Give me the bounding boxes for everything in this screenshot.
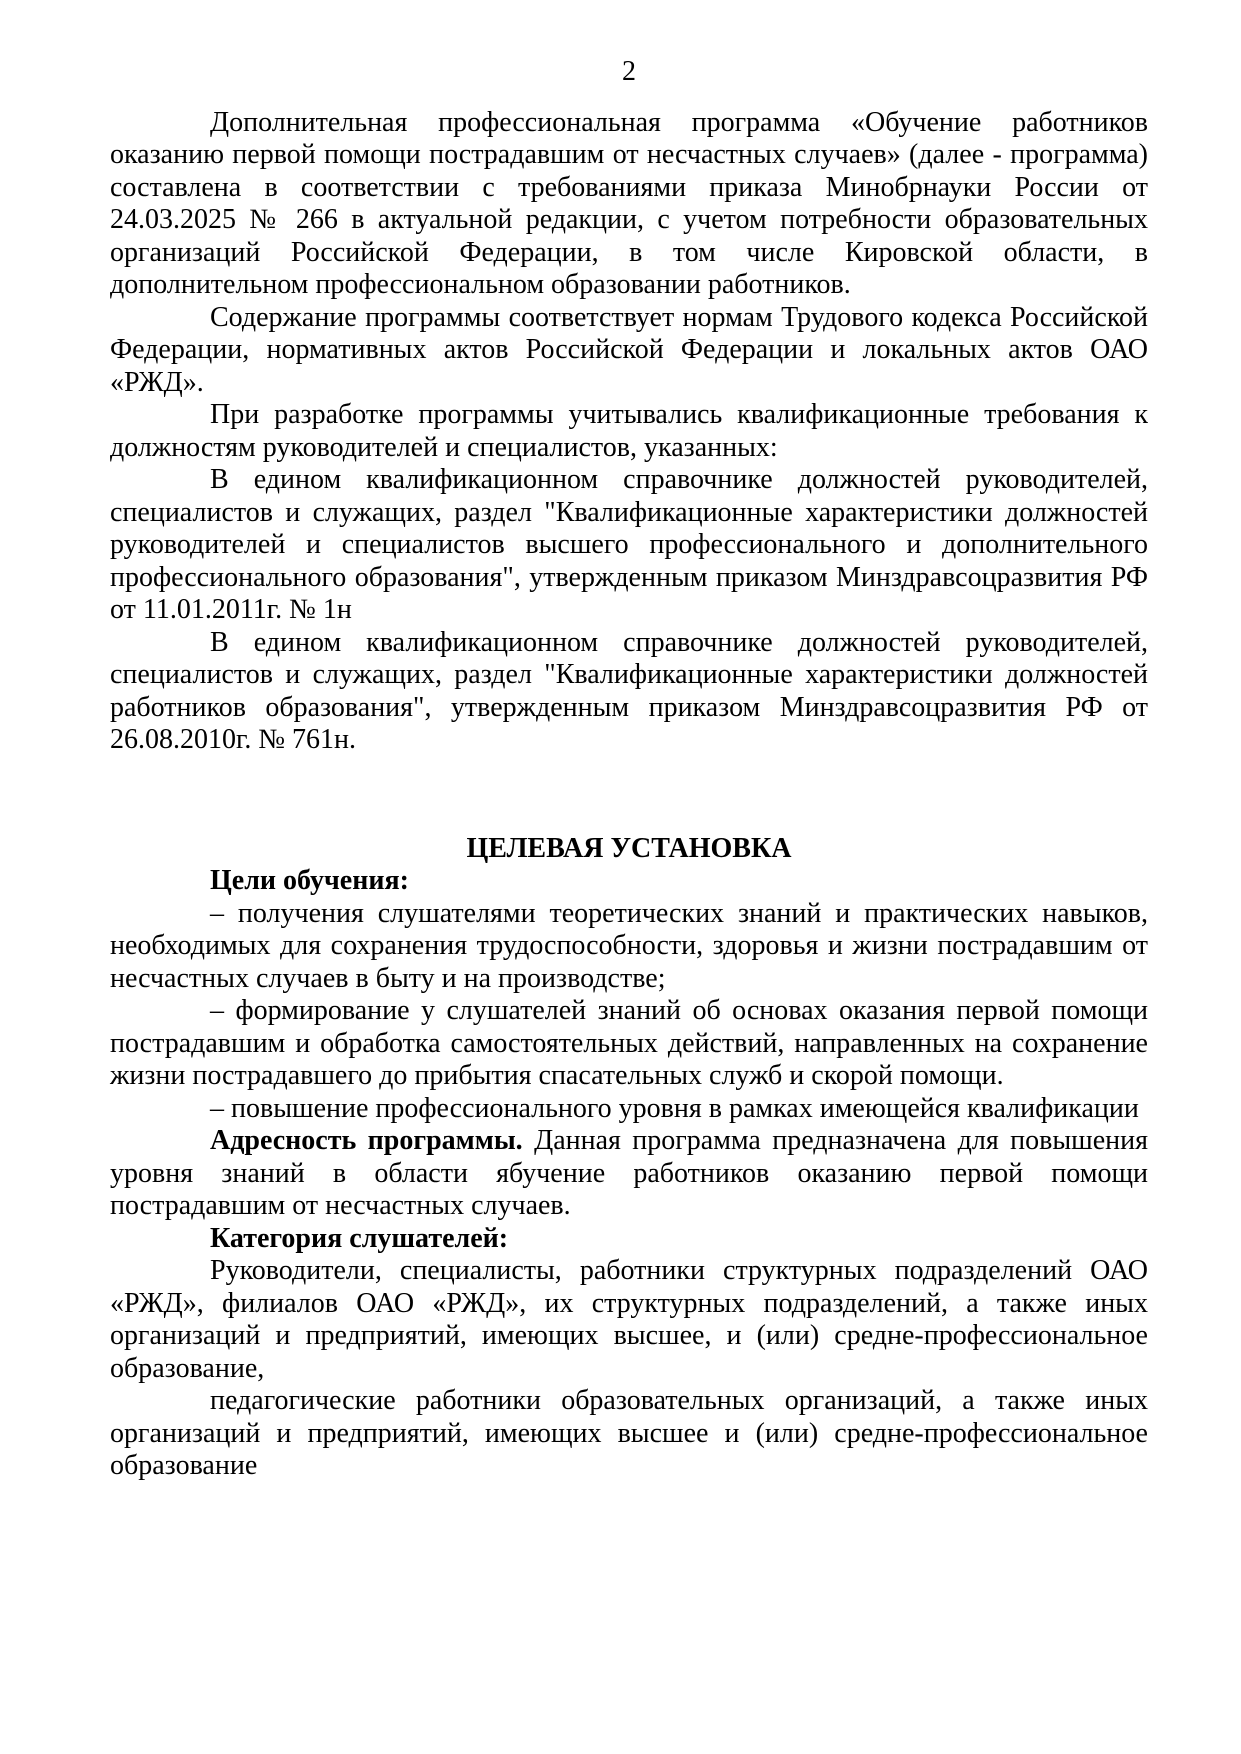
- goals-label: Цели обучения:: [210, 865, 409, 896]
- paragraph-program-description: Дополнительная профессиональная программа «Обучение работников оказанию первой помощи пострадавшим от несчастных случаев» (далее - программа) составлена в соответствии с требованиями приказа Минобрнауки России от 24.03.2025 № 266 в актуальной редакции, с учетом потребности образовательных организаций Российской Федерации, в том числе Кировской области, в дополнительном профессиональном образовании работников.: [110, 106, 1148, 300]
- paragraph-qualification-requirements: При разработке программы учитывались квалификационные требования к должностям руководителей и специалистов, указанных:: [110, 399, 1148, 463]
- paragraph-addressing: [110, 1125, 1148, 1223]
- paragraph-directory-education-workers: В едином квалификационном справочнике должностей руководителей, специалистов и служащих, раздел "Квалификационные характеристики должностей работников образования", утвержденным приказом Минздравсоцразвития РФ от 26.08.2010г. № 761н.: [110, 626, 1148, 755]
- section-heading-target-setting: ЦЕЛЕВАЯ УСТАНОВКА: [466, 832, 792, 864]
- addressing-label: Адресность программы.: [210, 1125, 523, 1156]
- category-label: Категория слушателей:: [210, 1222, 509, 1254]
- category-paragraph-pedagogical-staff: педагогические работники образовательных организаций, а также иных организаций и предприятий, имеющих высшее и (или) средне-профессиональное образование: [110, 1385, 1148, 1481]
- goal-item-knowledge: – получения слушателями теоретических знаний и практических навыков, необходимых для сохранения трудоспособности, здоровья и жизни пострадавшим от несчастных случаев в быту и на производстве;: [110, 897, 1148, 994]
- paragraph-directory-higher-education: В едином квалификационном справочнике должностей руководителей, специалистов и служащих, раздел "Квалификационные характеристики должностей руководителей и специалистов высшего профессионального и дополнительного профессионального образования", утвержденным приказом Минздравсоцразвития РФ от 11.01.2011г. № 1н: [110, 464, 1148, 625]
- addressing-text: Данная программа предназначена для повышения уровня знаний в области ябучение работников оказанию первой помощи пострадавшим от несчастных случаев.: [110, 1125, 1148, 1221]
- goal-item-first-aid-basics: – формирование у слушателей знаний об основах оказания первой помощи пострадавшим и обработка самостоятельных действий, направленных на сохранение жизни пострадавшего до прибытия спасательных служб и скорой помощи.: [110, 995, 1148, 1091]
- goal-item-professional-level: – повышение профессионального уровня в рамках имеющейся квалификации: [210, 1092, 1139, 1124]
- category-paragraph-rzd-staff: Руководители, специалисты, работники структурных подразделений ОАО «РЖД», филиалов ОАО «РЖД», их структурных подразделений, а также иных организаций и предприятий, имеющих высшее, и (или) средне-профессиональное образование,: [110, 1255, 1148, 1384]
- page-number: 2: [622, 56, 636, 87]
- paragraph-program-content: Содержание программы соответствует нормам Трудового кодекса Российской Федерации, нормативных актов Российской Федерации и локальных актов ОАО «РЖД».: [110, 301, 1148, 398]
